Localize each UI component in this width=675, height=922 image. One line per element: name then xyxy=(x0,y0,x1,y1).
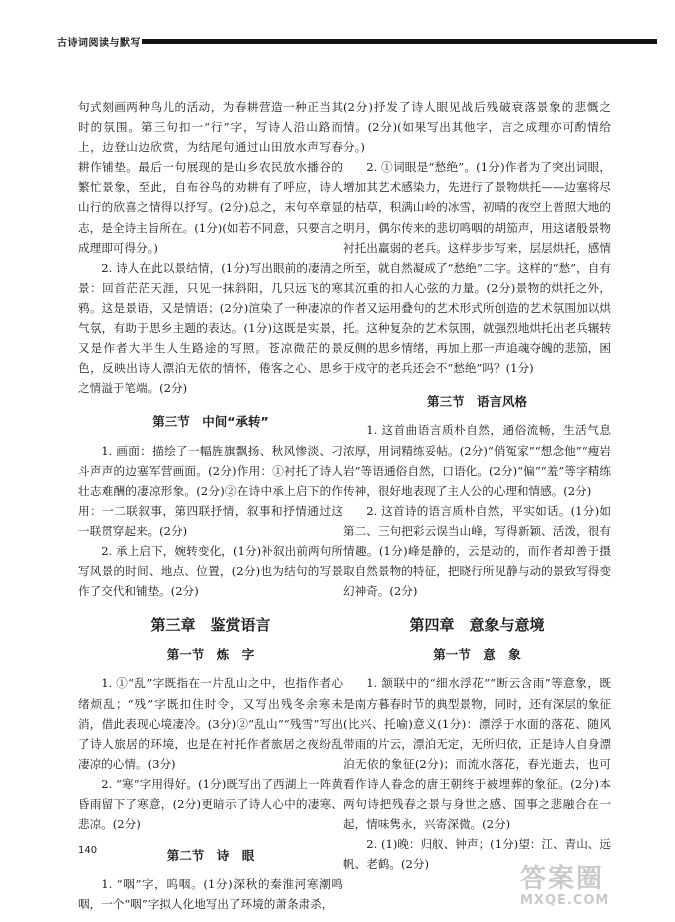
section-title: 第三节 中间“承转” xyxy=(152,414,269,430)
running-header xyxy=(0,32,675,50)
paragraph: (2分)抒发了诗人眼见战后残破衰落景象的悲慨之情。(2分)(如果写出其他字，言之成理亦可酌情给分。) xyxy=(343,100,611,155)
paragraph: 2. 这首诗的语言质朴自然，平实如话。(1分)如第二、三句把彩云误当山峰，写得新颖、活泼，很有情趣。(1分)峰是静的，云是动的，而作者却善于摄取自然景物的特征，把晓行所见静与动的景致写得变幻神奇。(2分) xyxy=(343,503,611,599)
paragraph: 1. “咽”字，呜咽。(1分)深秋的秦淮河寒潮鸣咽，一个“咽”字拟人化地写出了环境的萧条肃杀， xyxy=(78,877,343,912)
paragraph: 句式刻画两种鸟儿的活动，为春耕营造一种正当其时的氛围。第三句扣一“行”字，写诗人沿山路而上，边登山边欣赏，为结尾句通过山田放水声写春耕作铺垫。最后一句展现的是山乡农民放水播谷的繁忙景象，至此，自布谷鸟的劝耕有了呼应，诗人山行的欣喜之情得以抒写。(2分)总之，末句卒章显志，是全诗主旨所在。(1分)(如若不同意，只要言之成理即可得分。) xyxy=(78,100,343,255)
paragraph: 1. 这首曲语言质朴自然，通俗流畅，生活气息浓厚，用词精练妥帖。(2分)“俏冤家”“想念他”“瘦岩岩”等语通俗自然，口语化。(2分)“偏”“羞”等字精练传神，很好地表现了主人公的心理和情感。(2分) xyxy=(343,423,611,498)
paragraph: 2. 诗人在此以景结情，(1分)写出眼前的凄清之景：回首茫茫天涯，只见一抹斜阳，几只远飞的寒鸦。这是景语，又是情语；(2分)渲染了一种凄凉的气氛，有助于思乡主题的表达。(1分)这既是实景，又是作者大半生人生路途的写照。苍凉微茫的景色，反映出诗人漂泊无依的情怀，倦客之心、思乡之情溢于笔端。(2分) xyxy=(78,260,343,396)
paragraph: 1. ①“乱”字既指在一片乱山之中，也指作者心绪烦乱；“残”字既扣住时令，又写出残冬余寒未消，借此表现心境凄冷。(3分)②“乱山”“残雪”写出了诗人旅居的环境，也是在衬托作者旅居之夜纷乱凄凉的心情。(3分) xyxy=(78,676,343,771)
watermark-url: MXQE.COM xyxy=(520,893,610,908)
watermark-text: 答案圈 xyxy=(520,864,605,894)
paragraph: 2. “寒”字用得好。(1分)既写出了西湖上一阵黄昏雨留下了寒意，(2分)更暗示了诗人心中的凄寒、悲凉。(2分) xyxy=(78,776,343,832)
section-title: 第一节 意 象 xyxy=(433,647,521,663)
watermark-logo xyxy=(520,858,670,922)
paragraph: 1. 颔联中的“细水浮花”“断云含雨”等意象，既是南方暮春时节的典型景物，同时，还有深层的象征(比兴、托喻)意义(1分)：漂浮于水面的落花、随风带雨的片云，漂泊无定，无所归依，正是诗人自身漂泊无依的象征(2分)；而流水落花，春光逝去，也可看作诗人眷念的唐王朝终于被埋葬的象征。(2分)本两句诗把残春之景与身世之感、国事之悲融合在一起，情味隽永，兴寄深微。(2分) xyxy=(343,676,611,832)
section-title: 第一节 炼 字 xyxy=(166,647,255,663)
section-title: 第三节 语言风格 xyxy=(426,394,527,410)
paragraph: 2. (1)晚：归舣、钟声；(1分)望：江、青山、远帆、老鹤。(2分) xyxy=(343,837,611,872)
paragraph: 1. 画面：描绘了一幅旌旗飘扬、秋风惨淡、刁斗声声的边塞军营画面。(2分)作用：①衬托了诗人壮志难酬的凄凉形象。(2分)②在诗中承上启下的作用：一二联叙事，第四联抒情，叙事和抒情通过这一联贯穿起来。(2分) xyxy=(78,443,343,538)
book-title: 古诗词阅读与默写 xyxy=(57,38,141,49)
page-number: 140 xyxy=(78,845,98,856)
chapter-title: 第四章 意象与意境 xyxy=(409,616,545,635)
section-title: 第二节 诗 眼 xyxy=(166,848,255,864)
paragraph: 2. ①词眼是“愁绝”。(1分)作者为了突出词眼，增加其艺术感染力，先进行了景物烘托——边塞将尽的枯草，积满山岭的冰雪，初晴的夜空上普照大地的明月，偶尔传来的悲切鸣咽的胡笳声，用这诸般景物衬托出羸弱的老兵。这样步步写来，层层烘托，感情所至，就自然凝成了“愁绝”二字。这样的“愁”，自有其沉重的扣人心弦的力量。(2分)景物的烘托之外，作者又运用叠句的艺术形式所创造的艺术氛围加以烘托。这种复杂的艺术氛围，就强烈地烘托出老兵辗转反侧的思乡情绪，再加上那一声追魂夺魄的悲笳，困于戍守的老兵还会不“愁绝”吗？(1分) xyxy=(343,160,611,376)
paragraph: 2. 承上启下，婉转变化，(1分)补叙出前两句所写风景的时间、地点、位置，(2分)也为结句的写景作了交代和铺垫。(2分) xyxy=(78,543,343,599)
header-rule xyxy=(142,39,657,44)
right-column xyxy=(343,97,611,874)
left-column xyxy=(78,97,343,914)
chapter-title: 第三章 鉴赏语言 xyxy=(150,616,271,635)
